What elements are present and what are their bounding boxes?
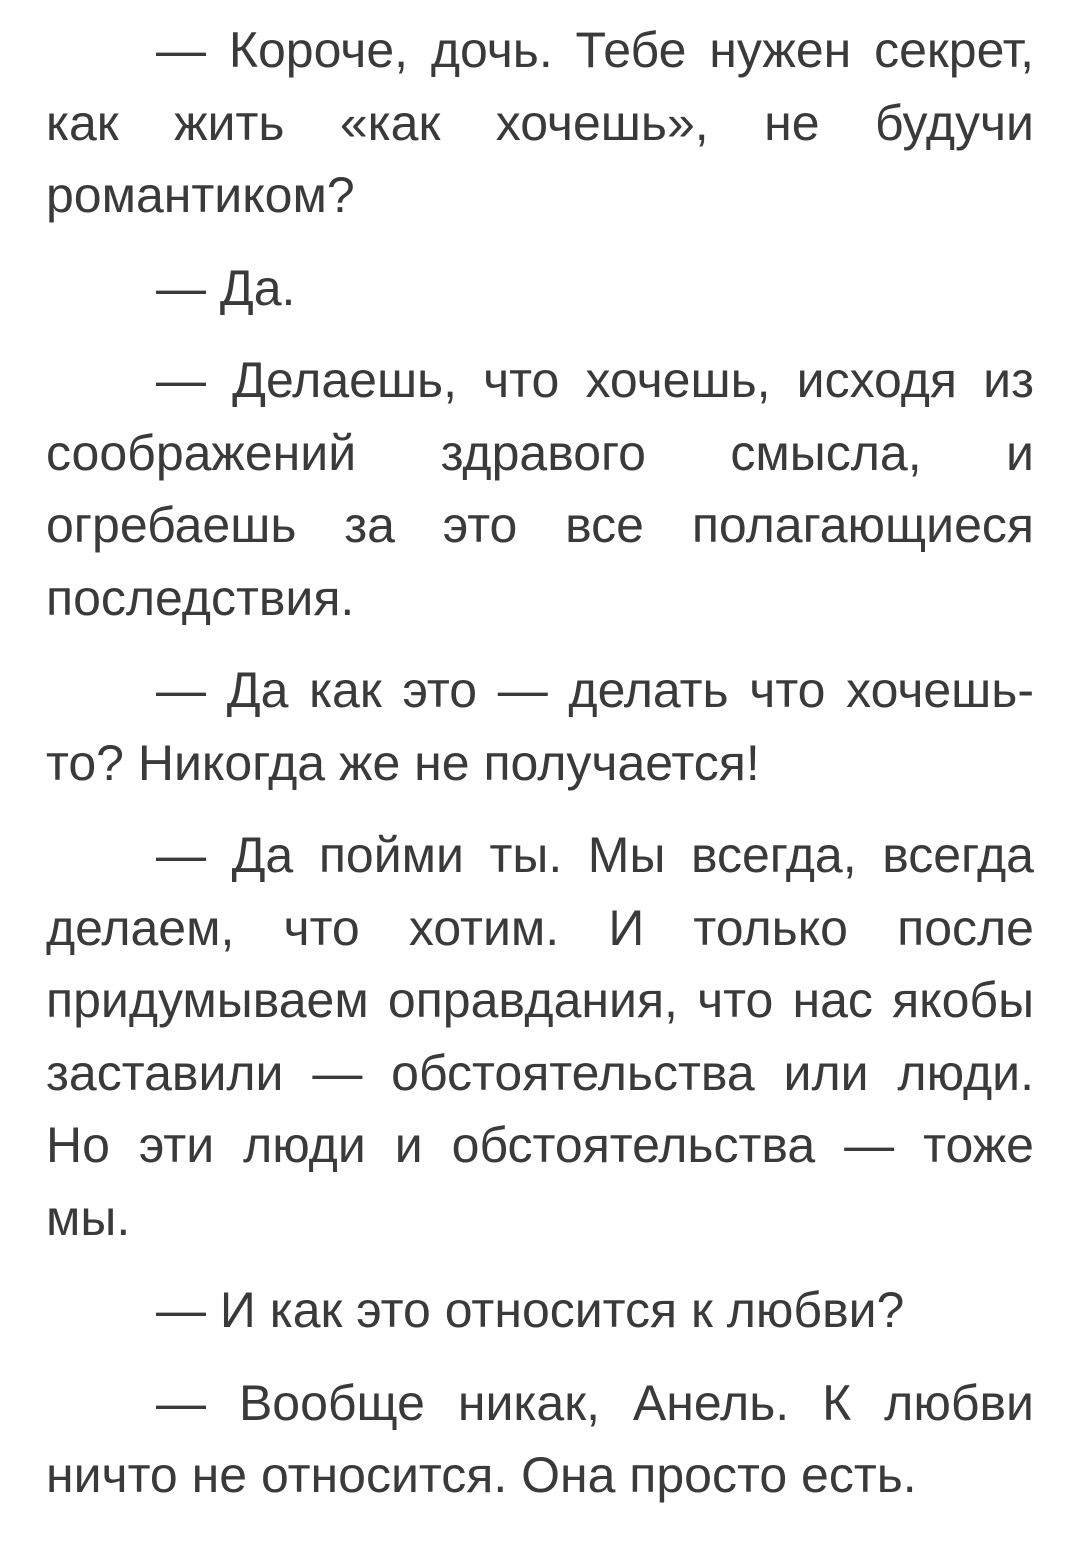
reader-page bbox=[46, 14, 1034, 1532]
paragraph-5: — Да пойми ты. Мы всегда, всегда делаем, что хотим. И только после придумываем оправдания, что нас якобы заставили — обстоятельства или люди. Но эти люди и обстоятельства — тоже мы. bbox=[46, 827, 1034, 1246]
paragraph-6: — И как это относится к любви? bbox=[156, 1282, 905, 1338]
paragraph-1: — Короче, дочь. Тебе нужен секрет, как жить «как хочешь», не будучи романтиком? bbox=[46, 22, 1034, 223]
paragraph-3: — Делаешь, что хочешь, исходя из соображений здравого смысла, и огребаешь за это все полагающиеся последствия. bbox=[46, 352, 1034, 626]
paragraph-7: — Вообще никак, Анель. К любви ничто не относится. Она просто есть. bbox=[46, 1374, 1034, 1503]
paragraph-4: — Да как это — делать что хочешь-то? Никогда же не получается! bbox=[46, 662, 1034, 791]
paragraph-2: — Да. bbox=[156, 259, 296, 316]
